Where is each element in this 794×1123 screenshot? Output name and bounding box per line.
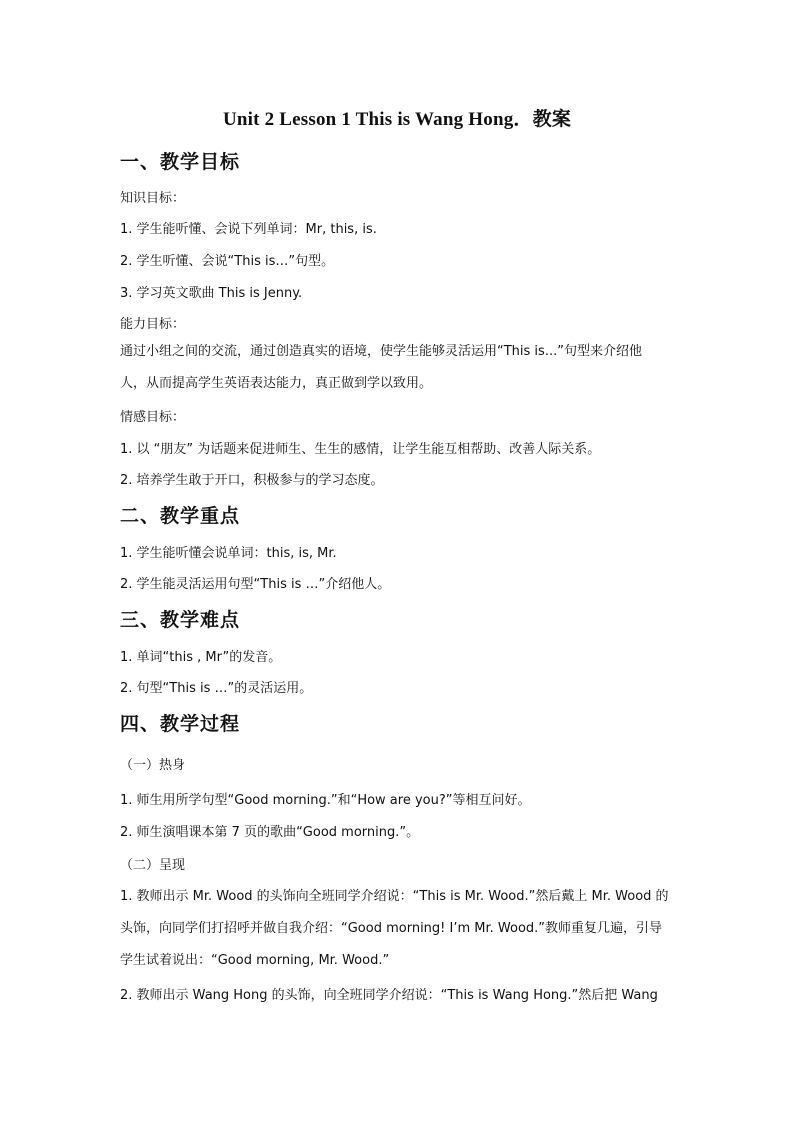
difficult-point-item: 1. 单词“this , Mr”的发音。 bbox=[120, 650, 282, 665]
warmup-item: 1. 师生用所学句型“Good morning.”和“How are you?”等相互问好。 bbox=[120, 793, 531, 808]
label-presentation: （二）呈现 bbox=[120, 858, 186, 873]
heading-teaching-objectives: 一、教学目标 bbox=[120, 151, 241, 173]
paragraph-line: 通过小组之间的交流，通过创造真实的语境，使学生能够灵活运用“This is...”句型来介绍他 bbox=[120, 344, 642, 359]
label-knowledge-objectives: 知识目标： bbox=[120, 191, 186, 206]
difficult-point-item: 2. 句型“This is …”的灵活运用。 bbox=[120, 681, 313, 696]
label-warmup: （一）热身 bbox=[120, 758, 186, 773]
paragraph-line: 人，从而提高学生英语表达能力，真正做到学以致用。 bbox=[120, 376, 433, 391]
heading-teaching-process: 四、教学过程 bbox=[120, 713, 241, 735]
key-point-item: 1. 学生能听懂会说单词：this, is, Mr. bbox=[120, 546, 337, 561]
label-ability-objectives: 能力目标： bbox=[120, 317, 186, 332]
warmup-item: 2. 师生演唱课本第 7 页的歌曲“Good morning.”。 bbox=[120, 825, 420, 840]
document-title: Unit 2 Lesson 1 This is Wang Hong．教案 bbox=[222, 109, 572, 130]
label-emotion-objectives: 情感目标： bbox=[120, 410, 186, 425]
key-point-item: 2. 学生能灵活运用句型“This is …”介绍他人。 bbox=[120, 577, 391, 592]
paragraph-line: 头饰，向同学们打招呼并做自我介绍：“Good morning! I’m Mr. Wood.”教师重复几遍，引导 bbox=[120, 921, 663, 936]
heading-key-points: 二、教学重点 bbox=[120, 505, 241, 527]
paragraph-line: 1. 教师出示 Mr. Wood 的头饰向全班同学介绍说：“This is Mr. Wood.”然后戴上 Mr. Wood 的 bbox=[120, 889, 669, 904]
knowledge-item: 3. 学习英文歌曲 This is Jenny. bbox=[120, 286, 303, 301]
emotion-item: 1. 以 “朋友” 为话题来促进师生、生生的感情，让学生能互相帮助、改善人际关系。 bbox=[120, 442, 601, 457]
ability-paragraph bbox=[120, 336, 676, 400]
emotion-item: 2. 培养学生敢于开口，积极参与的学习态度。 bbox=[120, 473, 384, 488]
heading-difficult-points: 三、教学难点 bbox=[120, 609, 241, 631]
knowledge-item: 2. 学生听懂、会说“This is…”句型。 bbox=[120, 254, 335, 269]
presentation-paragraph-1 bbox=[120, 881, 676, 977]
knowledge-item: 1. 学生能听懂、会说下列单词：Mr, this, is. bbox=[120, 222, 377, 237]
paragraph-line: 学生试着说出：“Good morning, Mr. Wood.” bbox=[120, 953, 390, 968]
presentation-paragraph-2 bbox=[120, 980, 676, 1012]
paragraph-line: 2. 教师出示 Wang Hong 的头饰，向全班同学介绍说：“This is Wang Hong.”然后把 Wang bbox=[120, 988, 658, 1003]
